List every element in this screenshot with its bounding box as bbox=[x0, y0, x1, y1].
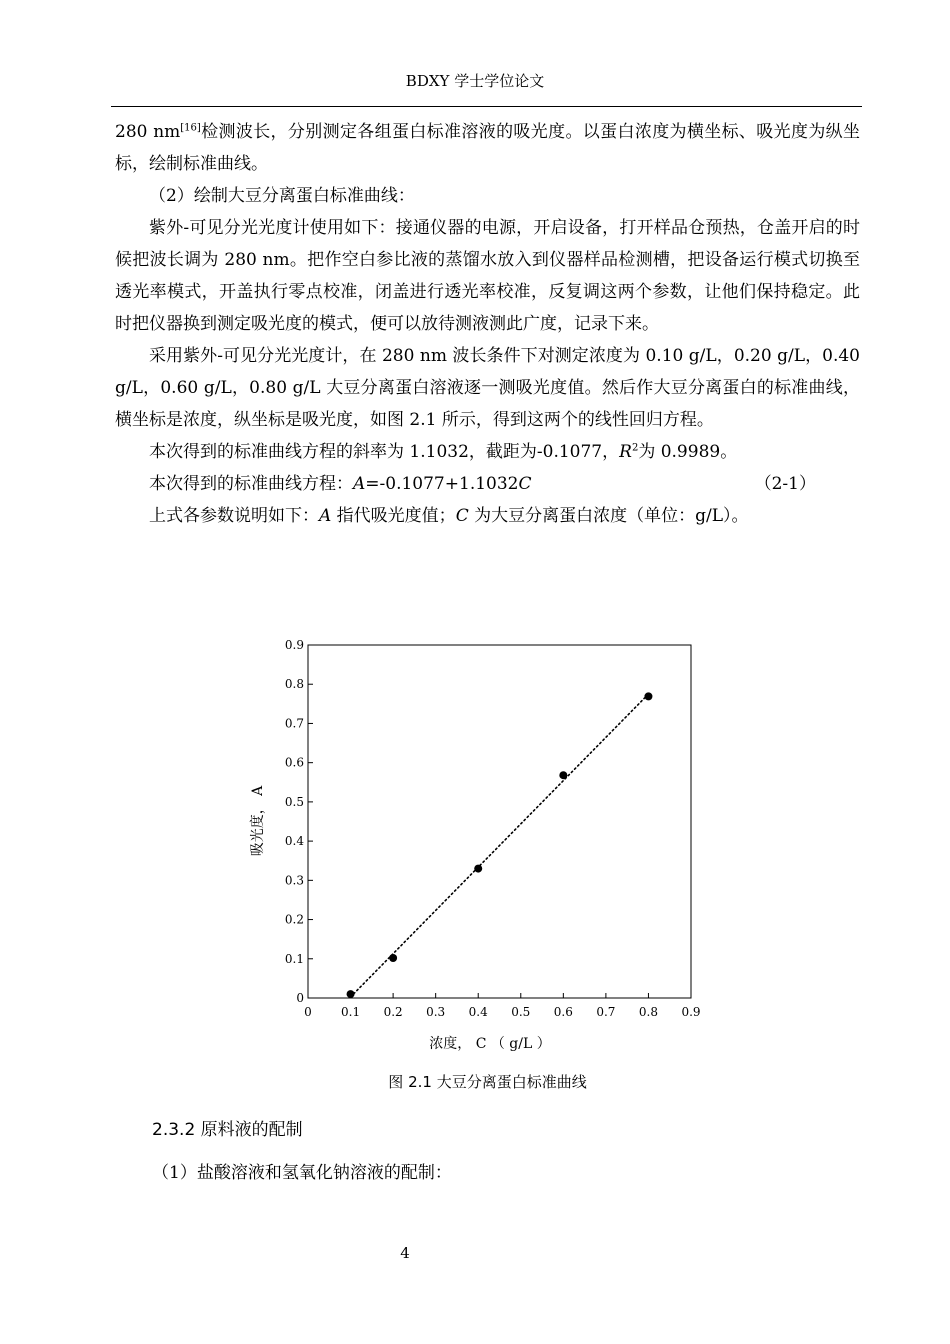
body-text bbox=[115, 116, 860, 532]
x-tick-label: 0.8 bbox=[638, 1005, 658, 1019]
data-point bbox=[389, 954, 397, 962]
param-var-a: A bbox=[319, 506, 332, 526]
x-axis-ticks bbox=[304, 993, 700, 1019]
x-tick-label: 0.5 bbox=[511, 1005, 531, 1019]
y-tick-label: 0 bbox=[296, 991, 304, 1005]
paragraph-2: （2）绘制大豆分离蛋白标准曲线： bbox=[149, 186, 415, 206]
y-tick-label: 0.6 bbox=[284, 755, 304, 770]
y-tick-label: 0.2 bbox=[284, 912, 304, 927]
page-number: 4 bbox=[400, 1244, 410, 1262]
y-axis-label: 吸光度， A bbox=[250, 785, 266, 857]
paragraph-1-b: 检测波长，分别测定各组蛋白标准溶液的吸光度。以蛋白浓度为横坐标、吸光度为纵坐标，绘制标准曲线。 bbox=[115, 122, 861, 174]
param-var-c: C bbox=[455, 506, 469, 526]
paragraph-5-b: 为 0.9989。 bbox=[638, 442, 738, 462]
y-tick-label: 0.3 bbox=[284, 873, 304, 888]
paragraph-7-a: 上式各参数说明如下： bbox=[149, 506, 319, 526]
citation-ref[interactable]: [16] bbox=[180, 122, 201, 134]
paragraph-5 bbox=[115, 436, 860, 468]
sub-paragraph: （1）盐酸溶液和氢氧化钠溶液的配制： bbox=[152, 1163, 452, 1183]
standard-curve-chart bbox=[240, 630, 720, 1060]
x-tick-label: 0.6 bbox=[553, 1005, 573, 1019]
running-header: BDXY 学士学位论文 bbox=[405, 72, 545, 90]
data-point bbox=[644, 692, 652, 700]
y-tick-label: 0.5 bbox=[284, 794, 304, 809]
y-tick-label: 0.9 bbox=[284, 638, 304, 652]
paragraph-5-a: 本次得到的标准曲线方程的斜率为 1.1032，截距为-0.1077， bbox=[149, 442, 620, 462]
figure-caption: 图 2.1 大豆分离蛋白标准曲线 bbox=[388, 1073, 587, 1091]
y-tick-label: 0.1 bbox=[284, 951, 304, 966]
x-tick-label: 0 bbox=[304, 1005, 312, 1019]
trendline bbox=[351, 694, 649, 997]
paragraph-7 bbox=[115, 500, 860, 532]
x-tick-label: 0.3 bbox=[426, 1005, 446, 1019]
trendline-path bbox=[351, 694, 649, 997]
r-squared-exponent: 2 bbox=[631, 442, 639, 454]
equation-body: =-0.1077+1.1032 bbox=[365, 474, 519, 494]
data-point bbox=[347, 990, 355, 998]
data-point bbox=[559, 771, 567, 779]
equation-line bbox=[115, 468, 860, 500]
equation-var-a: A bbox=[353, 474, 366, 494]
x-tick-label: 0.2 bbox=[383, 1005, 403, 1019]
paragraph-7-c: 为大豆分离蛋白浓度（单位：g/L）。 bbox=[468, 506, 749, 526]
x-tick-label: 0.9 bbox=[681, 1005, 701, 1019]
equation-number: （2-1） bbox=[754, 474, 816, 494]
r-symbol: R bbox=[619, 442, 632, 462]
x-axis-label: 浓度， C （ g/L ） bbox=[429, 1036, 551, 1052]
y-tick-label: 0.7 bbox=[284, 716, 304, 731]
equation-var-c: C bbox=[518, 474, 532, 494]
y-axis-ticks bbox=[285, 638, 313, 1005]
data-point bbox=[474, 865, 482, 873]
equation-intro: 本次得到的标准曲线方程： bbox=[149, 474, 353, 494]
section-heading: 2.3.2 原料液的配制 bbox=[152, 1120, 303, 1140]
paragraph-1-a: 280 nm bbox=[115, 122, 181, 142]
plot-frame bbox=[308, 645, 691, 998]
x-tick-label: 0.4 bbox=[468, 1005, 488, 1019]
paragraph-7-b: 指代吸光度值； bbox=[331, 506, 456, 526]
y-tick-label: 0.4 bbox=[284, 834, 304, 849]
y-tick-label: 0.8 bbox=[284, 677, 304, 692]
paragraph-4: 采用紫外-可见分光光度计，在 280 nm 波长条件下对测定浓度为 0.10 g/L，0.20 g/L，0.40 g/L，0.60 g/L，0.80 g/L 大豆分离蛋白溶液逐一测吸光度值。然后作大豆分离蛋白的标准曲线，横坐标是浓度，纵坐标是吸光度，如图 2.1 所示，得到这两个的线性回归方程。 bbox=[115, 346, 860, 430]
chart-svg bbox=[240, 630, 720, 1060]
x-tick-label: 0.7 bbox=[596, 1005, 616, 1019]
paragraph-1 bbox=[115, 116, 860, 180]
paragraph-3: 紫外-可见分光光度计使用如下：接通仪器的电源，开启设备，打开样品仓预热，仓盖开启的时候把波长调为 280 nm。把作空白参比液的蒸馏水放入到仪器样品检测槽，把设备运行模式切换至透光率模式，开盖执行零点校准，闭盖进行透光率校准，反复调这两个参数，让他们保持稳定。此时把仪器换到测定吸光度的模式，便可以放待测液测此广度，记录下来。 bbox=[115, 218, 860, 334]
x-tick-label: 0.1 bbox=[341, 1005, 361, 1019]
header-rule bbox=[111, 106, 862, 107]
